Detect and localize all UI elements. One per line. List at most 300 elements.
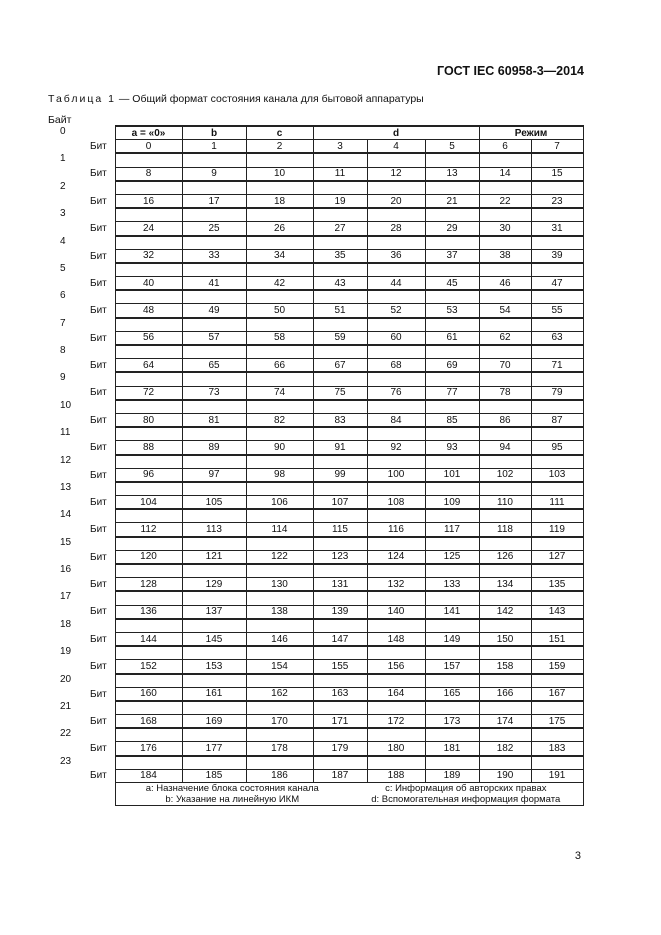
field-cell xyxy=(367,153,425,167)
field-cell xyxy=(479,646,531,660)
bit-number: 55 xyxy=(531,304,583,318)
bit-number: 190 xyxy=(479,769,531,782)
bit-number: 166 xyxy=(479,687,531,701)
bit-number: 114 xyxy=(246,523,313,537)
bit-number: 135 xyxy=(531,578,583,592)
bit-number: 7 xyxy=(531,140,583,154)
bit-number: 43 xyxy=(313,277,367,291)
bit-number: 115 xyxy=(313,523,367,537)
bit-number: 89 xyxy=(182,441,246,455)
bit-label: Бит xyxy=(90,551,107,563)
bit-number: 157 xyxy=(425,660,479,674)
field-cell xyxy=(479,728,531,742)
byte-number: 10 xyxy=(60,399,72,411)
field-cell xyxy=(479,509,531,523)
field-cell xyxy=(115,236,182,250)
bit-number: 12 xyxy=(367,167,425,181)
bit-number: 184 xyxy=(115,769,182,782)
field-cell xyxy=(479,345,531,359)
field-cell xyxy=(531,263,583,277)
field-cell xyxy=(182,372,246,386)
bit-number: 92 xyxy=(367,441,425,455)
field-cell xyxy=(479,482,531,496)
field-cell xyxy=(182,728,246,742)
field-cell xyxy=(531,208,583,222)
field-cell xyxy=(313,345,367,359)
field-cell xyxy=(367,728,425,742)
field-cell xyxy=(182,455,246,469)
byte-number: 8 xyxy=(60,345,66,356)
bit-number: 20 xyxy=(367,194,425,208)
field-cell xyxy=(531,181,583,195)
bit-number: 160 xyxy=(115,687,182,701)
bit-number: 146 xyxy=(246,632,313,646)
field-cell xyxy=(182,537,246,551)
byte-row xyxy=(48,455,583,469)
field-cell xyxy=(115,263,182,277)
field-cell xyxy=(115,372,182,386)
bit-number: 99 xyxy=(313,468,367,482)
field-cell xyxy=(246,318,313,332)
bit-number: 191 xyxy=(531,769,583,782)
bit-number: 108 xyxy=(367,496,425,510)
bit-number: 140 xyxy=(367,605,425,619)
byte-number: 23 xyxy=(60,755,72,767)
bit-label: Бит xyxy=(90,770,107,782)
note-c: c: Информация об авторских правах xyxy=(385,783,547,794)
bit-number: 2 xyxy=(246,140,313,154)
bit-label: Бит xyxy=(90,469,107,481)
bit-row xyxy=(48,605,583,619)
bit-number: 152 xyxy=(115,660,182,674)
field-cell xyxy=(313,482,367,496)
field-cell xyxy=(479,427,531,441)
byte-number: 1 xyxy=(60,153,66,165)
field-cell xyxy=(425,564,479,578)
bit-label: Бит xyxy=(90,414,107,426)
bit-number: 40 xyxy=(115,277,182,291)
bit-number: 76 xyxy=(367,386,425,400)
field-cell xyxy=(425,345,479,359)
byte-number: 13 xyxy=(60,481,72,493)
field-cell xyxy=(182,482,246,496)
field-cell xyxy=(425,208,479,222)
field-cell xyxy=(531,482,583,496)
bit-number: 153 xyxy=(182,660,246,674)
field-cell xyxy=(367,619,425,633)
byte-row xyxy=(48,181,583,195)
field-cell xyxy=(479,564,531,578)
bit-row xyxy=(48,769,583,782)
bit-number: 96 xyxy=(115,468,182,482)
bit-row xyxy=(48,331,583,345)
field-cell xyxy=(115,591,182,605)
byte-number: 22 xyxy=(60,728,72,740)
bit-number: 32 xyxy=(115,249,182,263)
field-cell xyxy=(246,674,313,688)
bit-number: 155 xyxy=(313,660,367,674)
field-cell xyxy=(531,372,583,386)
bit-number: 56 xyxy=(115,331,182,345)
bit-number: 112 xyxy=(115,523,182,537)
byte-number: 18 xyxy=(60,618,72,630)
bit-number: 137 xyxy=(182,605,246,619)
field-cell xyxy=(367,564,425,578)
bit-label: Бит xyxy=(90,360,107,372)
bit-number: 151 xyxy=(531,632,583,646)
bit-number: 149 xyxy=(425,632,479,646)
field-cell xyxy=(531,509,583,523)
page-number: 3 xyxy=(574,850,581,862)
bit-number: 171 xyxy=(313,715,367,729)
field-cell xyxy=(425,427,479,441)
bit-number: 29 xyxy=(425,222,479,236)
field-cell xyxy=(425,728,479,742)
field-cell xyxy=(367,290,425,304)
bit-number: 74 xyxy=(246,386,313,400)
bit-label: Бит xyxy=(90,606,107,618)
bit-number: 41 xyxy=(182,277,246,291)
field-cell xyxy=(425,153,479,167)
bit-number: 119 xyxy=(531,523,583,537)
field-cell xyxy=(479,290,531,304)
field-cell xyxy=(313,153,367,167)
field-cell xyxy=(313,263,367,277)
bit-row xyxy=(48,194,583,208)
field-cell xyxy=(115,290,182,304)
field-cell xyxy=(246,619,313,633)
field-cell xyxy=(182,674,246,688)
bit-row xyxy=(48,386,583,400)
bit-number: 49 xyxy=(182,304,246,318)
field-cell xyxy=(367,674,425,688)
field-cell xyxy=(367,236,425,250)
bit-number: 35 xyxy=(313,249,367,263)
byte-number: 15 xyxy=(60,536,72,548)
byte-row xyxy=(48,208,583,222)
bit-number: 181 xyxy=(425,742,479,756)
bit-number: 136 xyxy=(115,605,182,619)
bit-number: 173 xyxy=(425,715,479,729)
field-cell xyxy=(246,153,313,167)
field-cell xyxy=(115,619,182,633)
bit-number: 113 xyxy=(182,523,246,537)
table-caption-label: Таблица 1 xyxy=(48,93,116,105)
bit-number: 141 xyxy=(425,605,479,619)
note-b: b: Указание на линейную ИКМ xyxy=(165,794,300,805)
bit-number: 45 xyxy=(425,277,479,291)
table-notes xyxy=(115,783,583,806)
bit-label: Бит xyxy=(90,579,107,591)
field-cell xyxy=(531,646,583,660)
note-a: a: Назначение блока состояния канала xyxy=(145,783,319,794)
field-cell xyxy=(313,564,367,578)
bit-number: 132 xyxy=(367,578,425,592)
field-cell xyxy=(367,646,425,660)
bit-number: 60 xyxy=(367,331,425,345)
bit-number: 91 xyxy=(313,441,367,455)
byte-number: 17 xyxy=(60,591,72,603)
bit-row xyxy=(48,222,583,236)
bit-label: Бит xyxy=(90,633,107,645)
bit-label: Бит xyxy=(90,223,107,235)
bit-number: 123 xyxy=(313,550,367,564)
field-cell xyxy=(425,509,479,523)
bit-number: 150 xyxy=(479,632,531,646)
bit-row xyxy=(48,496,583,510)
byte-row xyxy=(48,564,583,578)
field-cell xyxy=(246,537,313,551)
bit-number: 30 xyxy=(479,222,531,236)
bit-number: 189 xyxy=(425,769,479,782)
field-cell xyxy=(367,537,425,551)
bit-number: 121 xyxy=(182,550,246,564)
bit-number: 128 xyxy=(115,578,182,592)
bit-number: 131 xyxy=(313,578,367,592)
bit-number: 19 xyxy=(313,194,367,208)
field-cell xyxy=(479,208,531,222)
field-cell xyxy=(531,728,583,742)
field-cell xyxy=(479,318,531,332)
field-header: b xyxy=(182,126,246,140)
bit-number: 97 xyxy=(182,468,246,482)
bit-number: 44 xyxy=(367,277,425,291)
field-cell xyxy=(425,619,479,633)
bit-label: Бит xyxy=(90,688,107,700)
bit-number: 48 xyxy=(115,304,182,318)
byte-number: 12 xyxy=(60,454,72,466)
bit-number: 83 xyxy=(313,413,367,427)
bit-number: 8 xyxy=(115,167,182,181)
field-cell xyxy=(425,400,479,414)
bit-number: 15 xyxy=(531,167,583,181)
bit-number: 185 xyxy=(182,769,246,782)
bit-number: 1 xyxy=(182,140,246,154)
bit-number: 129 xyxy=(182,578,246,592)
bit-number: 71 xyxy=(531,359,583,373)
field-cell xyxy=(425,455,479,469)
field-cell xyxy=(115,674,182,688)
bit-number: 118 xyxy=(479,523,531,537)
field-cell xyxy=(531,345,583,359)
field-cell xyxy=(425,646,479,660)
field-cell xyxy=(425,591,479,605)
field-cell xyxy=(246,509,313,523)
field-cell xyxy=(246,728,313,742)
field-cell xyxy=(531,701,583,715)
byte-row xyxy=(48,674,583,688)
note-d: d: Вспомогательная информация формата xyxy=(371,794,561,805)
bit-number: 159 xyxy=(531,660,583,674)
bit-number: 122 xyxy=(246,550,313,564)
bit-number: 182 xyxy=(479,742,531,756)
field-cell xyxy=(425,318,479,332)
field-cell xyxy=(182,564,246,578)
byte-number: 16 xyxy=(60,564,72,575)
field-cell xyxy=(313,619,367,633)
bit-number: 179 xyxy=(313,742,367,756)
bit-number: 24 xyxy=(115,222,182,236)
field-cell xyxy=(182,701,246,715)
field-cell xyxy=(182,208,246,222)
bit-number: 98 xyxy=(246,468,313,482)
bit-number: 13 xyxy=(425,167,479,181)
bit-number: 175 xyxy=(531,715,583,729)
byte-row xyxy=(48,400,583,414)
bit-number: 61 xyxy=(425,331,479,345)
field-cell xyxy=(182,290,246,304)
bit-number: 6 xyxy=(479,140,531,154)
bit-label: Бит xyxy=(90,715,107,727)
field-cell xyxy=(425,756,479,770)
field-cell xyxy=(367,591,425,605)
bit-number: 34 xyxy=(246,249,313,263)
field-cell xyxy=(115,345,182,359)
bit-label: Бит xyxy=(90,524,107,536)
field-cell xyxy=(115,400,182,414)
bit-number: 116 xyxy=(367,523,425,537)
field-cell xyxy=(115,728,182,742)
field-cell xyxy=(425,290,479,304)
byte-number: 2 xyxy=(60,180,66,192)
field-cell xyxy=(182,318,246,332)
bit-number: 94 xyxy=(479,441,531,455)
bit-number: 11 xyxy=(313,167,367,181)
bit-number: 37 xyxy=(425,249,479,263)
bit-row xyxy=(48,578,583,592)
bit-number: 36 xyxy=(367,249,425,263)
bit-number: 31 xyxy=(531,222,583,236)
byte-row xyxy=(48,537,583,551)
bit-row xyxy=(48,687,583,701)
field-cell xyxy=(182,181,246,195)
byte-number: 9 xyxy=(60,372,66,384)
bit-number: 154 xyxy=(246,660,313,674)
field-cell xyxy=(531,674,583,688)
bit-label: Бит xyxy=(90,442,107,454)
bit-number: 65 xyxy=(182,359,246,373)
bit-number: 101 xyxy=(425,468,479,482)
field-cell xyxy=(425,537,479,551)
field-cell xyxy=(246,482,313,496)
byte-number: 0 xyxy=(60,126,66,137)
field-cell xyxy=(425,263,479,277)
bit-number: 53 xyxy=(425,304,479,318)
bit-number: 158 xyxy=(479,660,531,674)
field-cell xyxy=(182,427,246,441)
bit-number: 105 xyxy=(182,496,246,510)
field-cell xyxy=(531,236,583,250)
bit-row xyxy=(48,468,583,482)
field-cell xyxy=(246,345,313,359)
document-code: ГОСТ IEC 60958-3—2014 xyxy=(437,64,584,78)
byte-row xyxy=(48,509,583,523)
byte-number: 19 xyxy=(60,646,72,658)
bit-number: 110 xyxy=(479,496,531,510)
field-cell xyxy=(479,756,531,770)
bit-number: 161 xyxy=(182,687,246,701)
bit-number: 109 xyxy=(425,496,479,510)
bit-number: 174 xyxy=(479,715,531,729)
field-cell xyxy=(182,646,246,660)
bit-number: 183 xyxy=(531,742,583,756)
bit-number: 126 xyxy=(479,550,531,564)
bit-number: 62 xyxy=(479,331,531,345)
bit-number: 67 xyxy=(313,359,367,373)
byte-number: 6 xyxy=(60,290,66,302)
byte-number: 7 xyxy=(60,317,66,329)
field-cell xyxy=(246,208,313,222)
bit-number: 187 xyxy=(313,769,367,782)
field-cell xyxy=(246,372,313,386)
byte-row xyxy=(48,372,583,386)
bit-number: 63 xyxy=(531,331,583,345)
bit-row xyxy=(48,742,583,756)
field-cell xyxy=(531,591,583,605)
bit-number: 102 xyxy=(479,468,531,482)
bit-number: 84 xyxy=(367,413,425,427)
bit-number: 172 xyxy=(367,715,425,729)
field-cell xyxy=(479,619,531,633)
field-cell xyxy=(367,509,425,523)
bit-number: 95 xyxy=(531,441,583,455)
bit-number: 9 xyxy=(182,167,246,181)
bit-number: 14 xyxy=(479,167,531,181)
byte-row xyxy=(48,318,583,332)
table-caption xyxy=(48,93,424,105)
field-cell xyxy=(246,400,313,414)
bit-number: 139 xyxy=(313,605,367,619)
field-cell xyxy=(531,619,583,633)
bit-number: 75 xyxy=(313,386,367,400)
byte-row xyxy=(48,126,583,140)
bit-number: 163 xyxy=(313,687,367,701)
bit-row xyxy=(48,140,583,154)
field-cell xyxy=(425,674,479,688)
field-cell xyxy=(182,400,246,414)
bit-number: 81 xyxy=(182,413,246,427)
bit-number: 16 xyxy=(115,194,182,208)
field-cell xyxy=(313,208,367,222)
byte-column-header: Байт xyxy=(48,114,72,126)
byte-row xyxy=(48,756,583,770)
field-cell xyxy=(246,701,313,715)
bit-number: 54 xyxy=(479,304,531,318)
field-cell xyxy=(367,427,425,441)
field-cell xyxy=(531,756,583,770)
bit-number: 133 xyxy=(425,578,479,592)
bit-label: Бит xyxy=(90,277,107,289)
bit-number: 88 xyxy=(115,441,182,455)
bit-number: 142 xyxy=(479,605,531,619)
bit-number: 186 xyxy=(246,769,313,782)
bit-number: 177 xyxy=(182,742,246,756)
field-cell xyxy=(367,208,425,222)
byte-row xyxy=(48,263,583,277)
bit-number: 50 xyxy=(246,304,313,318)
bit-number: 78 xyxy=(479,386,531,400)
bit-number: 117 xyxy=(425,523,479,537)
bit-number: 125 xyxy=(425,550,479,564)
bit-label: Бит xyxy=(90,305,107,317)
field-cell xyxy=(182,619,246,633)
byte-row xyxy=(48,482,583,496)
field-cell xyxy=(531,564,583,578)
field-cell xyxy=(479,591,531,605)
bit-number: 178 xyxy=(246,742,313,756)
bit-number: 86 xyxy=(479,413,531,427)
byte-row xyxy=(48,591,583,605)
